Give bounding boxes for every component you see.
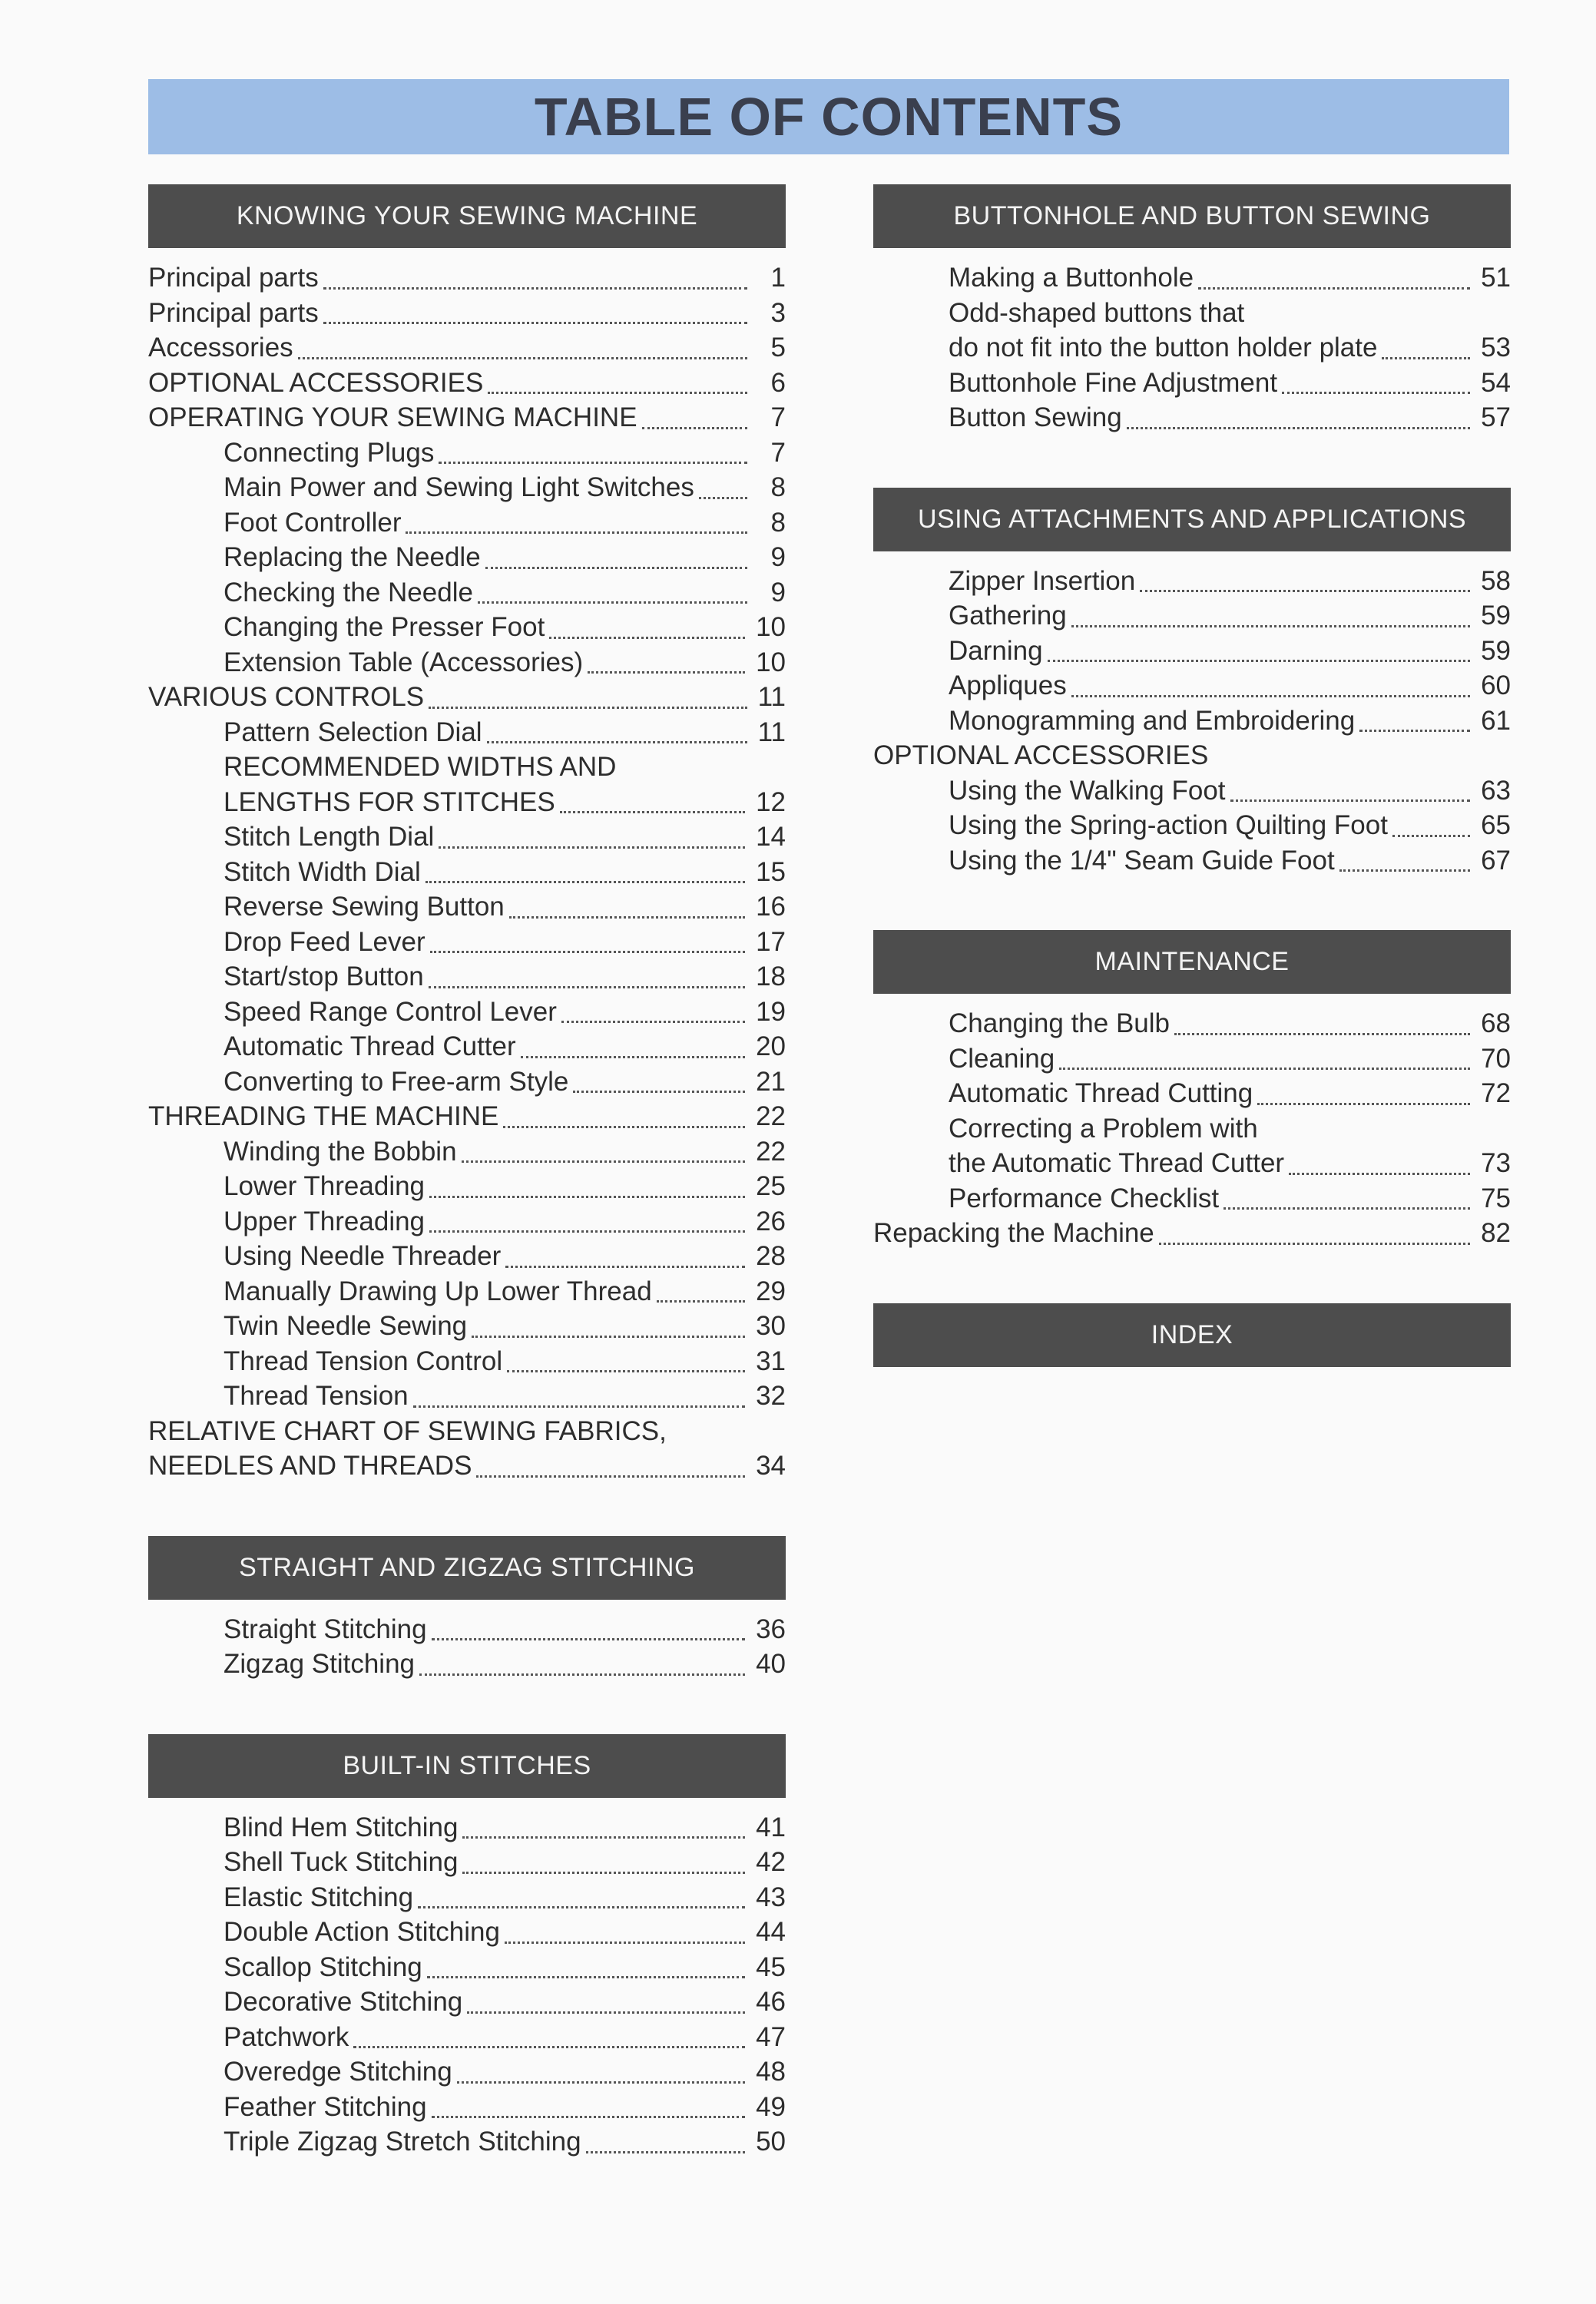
toc-entry-page: 15 [756, 856, 786, 887]
dot-leader [429, 986, 745, 988]
toc-entry-page: 9 [770, 542, 786, 572]
toc-entry-page: 7 [770, 402, 786, 432]
toc-entry-page: 22 [756, 1101, 786, 1131]
toc-entry-title: Darning [949, 635, 1043, 666]
toc-entry[interactable] [873, 808, 1511, 843]
toc-entry-title: Changing the Presser Foot [224, 612, 545, 642]
toc-entry-page: 14 [756, 822, 786, 852]
dot-leader [472, 1336, 745, 1338]
dot-leader [505, 1266, 745, 1268]
toc-entry-page: 50 [756, 2127, 786, 2157]
toc-entry-list [873, 564, 1511, 879]
toc-entry-page: 28 [756, 1241, 786, 1271]
toc-entry-page: 34 [756, 1451, 786, 1481]
dot-leader [427, 1976, 745, 1978]
toc-entry-page: 11 [757, 682, 786, 712]
toc-entry-page: 25 [756, 1171, 786, 1201]
toc-entry-page: 11 [757, 717, 786, 747]
toc-entry-page: 17 [756, 926, 786, 957]
dot-leader [503, 1126, 745, 1128]
toc-entry-page: 61 [1481, 705, 1511, 736]
toc-entry[interactable] [873, 1041, 1511, 1077]
toc-entry[interactable] [148, 2124, 786, 2160]
toc-entry[interactable] [873, 1006, 1511, 1041]
toc-entry-title: Speed Range Control Lever [224, 996, 557, 1027]
dot-leader [478, 601, 747, 604]
section-built-in-stitches [148, 1734, 786, 2160]
dot-leader [323, 287, 747, 290]
toc-entry-title: Pattern Selection Dial [224, 717, 482, 747]
toc-entry-title: Blind Hem Stitching [224, 1812, 459, 1842]
toc-entry[interactable] [148, 1414, 786, 1449]
toc-entry-page: 8 [770, 507, 786, 538]
section-header: INDEX [873, 1303, 1511, 1367]
toc-entry[interactable] [873, 598, 1511, 634]
dot-leader [432, 1638, 745, 1640]
toc-entry[interactable] [873, 738, 1511, 773]
dot-leader [507, 1370, 745, 1372]
toc-entry-title: Elastic Stitching [224, 1882, 414, 1912]
toc-entry-title: Start/stop Button [224, 962, 424, 991]
section-knowing-your-sewing-machine [148, 184, 786, 1484]
toc-entry[interactable] [873, 1076, 1511, 1111]
dot-leader [1059, 1068, 1470, 1070]
toc-entry-page: 46 [756, 1987, 786, 2017]
toc-entry-list [148, 1612, 786, 1682]
dot-leader [1282, 392, 1470, 394]
toc-entry[interactable] [148, 1612, 786, 1647]
toc-entry-title: Principal parts [148, 297, 319, 328]
dot-leader [560, 811, 745, 813]
dot-leader [430, 951, 745, 953]
toc-entry-title: Straight Stitching [224, 1614, 427, 1644]
dot-leader [573, 1091, 745, 1093]
toc-entry[interactable] [148, 1344, 786, 1379]
toc-entry-page: 48 [756, 2057, 786, 2087]
toc-entry-page: 53 [1481, 333, 1511, 362]
toc-entry[interactable] [873, 1216, 1511, 1251]
toc-entry-page: 54 [1481, 367, 1511, 398]
toc-entry[interactable] [148, 925, 786, 960]
toc-entry-title: Upper Threading [224, 1206, 425, 1236]
toc-entry[interactable] [873, 703, 1511, 739]
toc-entry[interactable] [148, 2020, 786, 2055]
toc-entry[interactable] [148, 1064, 786, 1100]
toc-entry-title: Gathering [949, 601, 1067, 631]
title-banner [148, 79, 1509, 154]
section-header: USING ATTACHMENTS AND APPLICATIONS [873, 488, 1511, 551]
dot-leader [462, 1836, 745, 1839]
toc-entry-title: Shell Tuck Stitching [224, 1847, 459, 1877]
toc-entry[interactable] [148, 785, 786, 820]
toc-entry-page: 29 [756, 1276, 786, 1306]
toc-entry[interactable] [148, 2090, 786, 2125]
toc-entry-title: Scallop Stitching [224, 1951, 422, 1982]
section-using-attachments-and-applications [873, 488, 1511, 879]
toc-entry[interactable] [148, 296, 786, 331]
toc-entry-title: Feather Stitching [224, 2091, 427, 2122]
toc-entry-page: 70 [1481, 1043, 1511, 1074]
toc-entry[interactable] [873, 564, 1511, 599]
toc-entry-page: 12 [756, 786, 786, 817]
toc-entry-title: LENGTHS FOR STITCHES [224, 786, 555, 817]
toc-entry[interactable] [148, 715, 786, 750]
dot-leader [588, 671, 745, 674]
dot-leader [1127, 427, 1470, 429]
toc-entry-page: 30 [756, 1311, 786, 1341]
toc-entry-title: Button Sewing [949, 402, 1122, 432]
toc-entry-page: 73 [1481, 1148, 1511, 1178]
toc-entry-title: Using the Walking Foot [949, 775, 1226, 806]
toc-entry-title: do not fit into the button holder plate [949, 333, 1378, 362]
toc-entry-page: 10 [756, 612, 786, 642]
dot-leader [298, 357, 747, 359]
toc-entry-page: 45 [756, 1951, 786, 1982]
toc-entry[interactable] [148, 889, 786, 925]
toc-entry[interactable] [148, 540, 786, 575]
dot-leader [462, 1872, 745, 1874]
toc-entry[interactable] [148, 575, 786, 611]
toc-entry-page: 68 [1481, 1008, 1511, 1038]
dot-leader [1382, 357, 1470, 359]
dot-leader [487, 741, 747, 743]
toc-entry[interactable] [148, 505, 786, 541]
toc-entry-title: Decorative Stitching [224, 1987, 463, 2017]
toc-entry[interactable] [873, 1111, 1511, 1147]
toc-entry-page: 1 [770, 263, 786, 293]
dot-leader [432, 2116, 745, 2118]
toc-entry-title: Winding the Bobbin [224, 1136, 457, 1167]
toc-entry-title: Appliques [949, 670, 1067, 700]
toc-entry[interactable] [873, 843, 1511, 879]
toc-entry[interactable] [148, 1950, 786, 1985]
toc-entry-page: 19 [756, 996, 786, 1027]
section-header: BUILT-IN STITCHES [148, 1734, 786, 1798]
dot-leader [521, 1056, 745, 1058]
toc-entry-title: Connecting Plugs [224, 437, 435, 468]
toc-entry-page: 65 [1481, 810, 1511, 840]
toc-entry-title: RELATIVE CHART OF SEWING FABRICS, [148, 1415, 667, 1446]
toc-entry-page: 63 [1481, 775, 1511, 806]
section-buttonhole-and-button-sewing [873, 184, 1511, 435]
dot-leader [1140, 590, 1470, 592]
toc-entry-page: 67 [1481, 845, 1511, 876]
toc-entry[interactable] [148, 1239, 786, 1274]
toc-entry[interactable] [148, 610, 786, 645]
toc-entry-title: Main Power and Sewing Light Switches [224, 472, 694, 502]
toc-entry-title: Repacking the Machine [873, 1218, 1154, 1248]
toc-entry-page: 49 [756, 2091, 786, 2122]
dot-leader [476, 1475, 745, 1478]
toc-entry-page: 6 [770, 367, 786, 398]
toc-entry-title: Stitch Length Dial [224, 822, 435, 852]
toc-entry-title: Reverse Sewing Button [224, 892, 505, 922]
toc-entry-title: Performance Checklist [949, 1183, 1220, 1213]
section-header: STRAIGHT AND ZIGZAG STITCHING [148, 1536, 786, 1600]
dot-leader [1289, 1173, 1470, 1175]
dot-leader [1198, 287, 1470, 290]
toc-entry-page: 47 [756, 2021, 786, 2052]
toc-entry-page: 51 [1481, 263, 1511, 293]
dot-leader [429, 1230, 745, 1233]
toc-entry-title: Triple Zigzag Stretch Stitching [224, 2127, 581, 2157]
toc-entry[interactable] [148, 330, 786, 366]
toc-entry-page: 5 [770, 333, 786, 362]
toc-entry[interactable] [148, 2054, 786, 2090]
dot-leader [549, 637, 745, 639]
toc-entry-page: 7 [770, 437, 786, 468]
toc-entry-title: Making a Buttonhole [949, 263, 1194, 293]
dot-leader [699, 497, 747, 499]
toc-entry[interactable] [148, 400, 786, 435]
dot-leader [323, 322, 747, 324]
dot-leader [439, 846, 745, 849]
section-header: BUTTONHOLE AND BUTTON SEWING [873, 184, 1511, 248]
toc-entry-title: Zigzag Stitching [224, 1649, 416, 1679]
toc-entry-title: Odd-shaped buttons that [949, 297, 1245, 328]
toc-entry[interactable] [148, 1647, 786, 1682]
toc-entry-title: Manually Drawing Up Lower Thread [224, 1276, 652, 1306]
dot-leader [1071, 625, 1470, 627]
toc-entry-title: Using the Spring-action Quilting Foot [949, 810, 1388, 840]
toc-entry-title: the Automatic Thread Cutter [949, 1148, 1285, 1178]
toc-entry-page: 8 [770, 472, 786, 502]
toc-entry[interactable] [148, 1845, 786, 1880]
dot-leader [413, 1405, 745, 1408]
toc-entry[interactable] [148, 1099, 786, 1134]
toc-entry-title: Accessories [148, 333, 293, 362]
toc-entry-title: Using Needle Threader [224, 1241, 502, 1271]
left-column [148, 184, 786, 2212]
toc-entry[interactable] [873, 1181, 1511, 1217]
toc-entry-list [873, 1006, 1511, 1251]
dot-leader [1223, 1207, 1470, 1210]
toc-entry-page: 72 [1481, 1078, 1511, 1108]
toc-entry[interactable] [148, 855, 786, 890]
dot-leader [429, 707, 747, 709]
toc-entry-title: Automatic Thread Cutter [224, 1031, 516, 1061]
dot-leader [642, 427, 747, 429]
toc-entry[interactable] [873, 668, 1511, 703]
toc-entry-page: 21 [756, 1066, 786, 1097]
dot-leader [406, 531, 747, 534]
toc-entry[interactable] [873, 330, 1511, 366]
dot-leader [1359, 730, 1470, 732]
dot-leader [457, 2081, 745, 2084]
toc-entry-page: 59 [1481, 601, 1511, 631]
toc-entry-page: 82 [1481, 1218, 1511, 1248]
toc-entry-title: Zipper Insertion [949, 565, 1136, 596]
toc-entry[interactable] [873, 773, 1511, 809]
section-straight-and-zigzag-stitching [148, 1536, 786, 1682]
toc-entry[interactable] [148, 1880, 786, 1915]
toc-entry-title: Cleaning [949, 1043, 1055, 1074]
toc-entry-title: Principal parts [148, 263, 319, 293]
toc-entry-title: Buttonhole Fine Adjustment [949, 367, 1278, 398]
section-header: MAINTENANCE [873, 930, 1511, 994]
toc-entry-title: Using the 1/4" Seam Guide Foot [949, 845, 1335, 876]
toc-entry-page: 3 [770, 297, 786, 328]
toc-entry-title: Checking the Needle [224, 577, 473, 607]
dot-leader [1048, 660, 1470, 662]
toc-entry-title: Thread Tension [224, 1381, 409, 1411]
toc-entry-title: Replacing the Needle [224, 542, 481, 572]
dot-leader [657, 1300, 745, 1303]
toc-entry-page: 41 [756, 1812, 786, 1842]
dot-leader [462, 1160, 746, 1163]
toc-entry-page: 57 [1481, 402, 1511, 432]
toc-entry-title: NEEDLES AND THREADS [148, 1451, 472, 1481]
toc-entry-title: Correcting a Problem with [949, 1113, 1258, 1144]
dot-leader [485, 567, 747, 569]
toc-entry[interactable] [148, 1169, 786, 1204]
toc-entry-title: Monogramming and Embroidering [949, 705, 1356, 736]
toc-entry-page: 22 [756, 1136, 786, 1167]
toc-entry[interactable] [148, 1985, 786, 2020]
dot-leader [1339, 869, 1470, 872]
toc-entry-page: 40 [756, 1649, 786, 1679]
toc-entry-title: Overedge Stitching [224, 2057, 452, 2087]
toc-entry-page: 26 [756, 1206, 786, 1236]
toc-entry[interactable] [873, 634, 1511, 669]
dot-leader [561, 1021, 745, 1023]
dot-leader [1159, 1243, 1470, 1245]
toc-entry-list [873, 260, 1511, 435]
dot-leader [1174, 1033, 1470, 1035]
toc-entry-page: 16 [756, 892, 786, 922]
toc-entry[interactable] [148, 1379, 786, 1414]
toc-entry[interactable] [873, 260, 1511, 296]
section-maintenance [873, 930, 1511, 1251]
toc-entry-page: 58 [1481, 565, 1511, 596]
toc-entry[interactable] [148, 995, 786, 1030]
dot-leader [1392, 835, 1470, 837]
dot-leader [467, 2011, 745, 2014]
toc-entry[interactable] [148, 750, 786, 785]
dot-leader [439, 462, 747, 464]
toc-entry-title: Double Action Stitching [224, 1917, 500, 1947]
toc-entry-title: Twin Needle Sewing [224, 1311, 468, 1341]
toc-entry[interactable] [148, 260, 786, 296]
toc-entry-page: 60 [1481, 670, 1511, 700]
toc-entry[interactable] [148, 959, 786, 995]
toc-entry-title: Extension Table (Accessories) [224, 647, 584, 677]
toc-entry-title: Automatic Thread Cutting [949, 1078, 1253, 1108]
toc-entry-title: VARIOUS CONTROLS [148, 682, 425, 712]
toc-entry-page: 10 [756, 647, 786, 677]
toc-entry[interactable] [148, 470, 786, 505]
right-column [873, 184, 1511, 1419]
toc-entry[interactable] [148, 1029, 786, 1064]
toc-entry[interactable] [148, 680, 786, 715]
toc-entry-page: 36 [756, 1614, 786, 1644]
page-title: TABLE OF CONTENTS [534, 87, 1124, 147]
toc-entry-title: RECOMMENDED WIDTHS AND [224, 752, 617, 782]
dot-leader [586, 2151, 746, 2153]
toc-entry-page: 9 [770, 577, 786, 607]
dot-leader [1257, 1103, 1470, 1105]
toc-entry[interactable] [148, 1915, 786, 1950]
toc-entry[interactable] [148, 1204, 786, 1240]
toc-entry-title: Thread Tension Control [224, 1346, 503, 1376]
toc-entry-page: 18 [756, 962, 786, 991]
dot-leader [488, 392, 747, 394]
toc-entry-title: OPTIONAL ACCESSORIES [148, 367, 484, 398]
dot-leader [509, 916, 745, 919]
toc-entry-title: THREADING THE MACHINE [148, 1101, 499, 1131]
toc-entry-title: Drop Feed Lever [224, 926, 425, 957]
toc-entry[interactable] [148, 1134, 786, 1170]
toc-entry-title: Converting to Free-arm Style [224, 1066, 569, 1097]
toc-entry-page: 20 [756, 1031, 786, 1061]
toc-entry-title: Foot Controller [224, 507, 402, 538]
toc-entry[interactable] [148, 1810, 786, 1846]
toc-entry[interactable] [148, 435, 786, 471]
toc-entry-list [148, 260, 786, 1484]
dot-leader [505, 1942, 745, 1944]
toc-entry-title: Patchwork [224, 2021, 349, 2052]
section-header: KNOWING YOUR SEWING MACHINE [148, 184, 786, 248]
dot-leader [1230, 799, 1471, 802]
dot-leader [1071, 695, 1470, 697]
toc-entry-title: Lower Threading [224, 1171, 425, 1201]
dot-leader [425, 881, 745, 883]
toc-entry-page: 59 [1481, 635, 1511, 666]
dot-leader [418, 1906, 745, 1908]
toc-entry[interactable] [148, 1448, 786, 1484]
dot-leader [429, 1196, 745, 1198]
toc-entry[interactable] [148, 645, 786, 680]
section-index [873, 1303, 1511, 1367]
toc-entry[interactable] [873, 400, 1511, 435]
toc-entry-list [148, 1810, 786, 2160]
toc-entry-page: 43 [756, 1882, 786, 1912]
toc-entry[interactable] [148, 1309, 786, 1344]
toc-entry-page: 42 [756, 1847, 786, 1877]
toc-entry-title: Changing the Bulb [949, 1008, 1170, 1038]
dot-leader [419, 1673, 745, 1676]
toc-entry[interactable] [148, 1274, 786, 1309]
toc-entry-page: 75 [1481, 1183, 1511, 1213]
toc-entry-page: 44 [756, 1917, 786, 1947]
toc-entry[interactable] [148, 366, 786, 401]
toc-entry[interactable] [873, 296, 1511, 331]
toc-entry[interactable] [148, 819, 786, 855]
toc-entry-page: 32 [756, 1381, 786, 1411]
toc-entry[interactable] [873, 366, 1511, 401]
toc-entry-title: OPTIONAL ACCESSORIES [873, 740, 1209, 770]
toc-entry-title: OPERATING YOUR SEWING MACHINE [148, 402, 637, 432]
dot-leader [353, 2046, 745, 2048]
toc-entry-page: 31 [756, 1346, 786, 1376]
toc-entry-title: Stitch Width Dial [224, 856, 421, 887]
toc-entry[interactable] [873, 1146, 1511, 1181]
